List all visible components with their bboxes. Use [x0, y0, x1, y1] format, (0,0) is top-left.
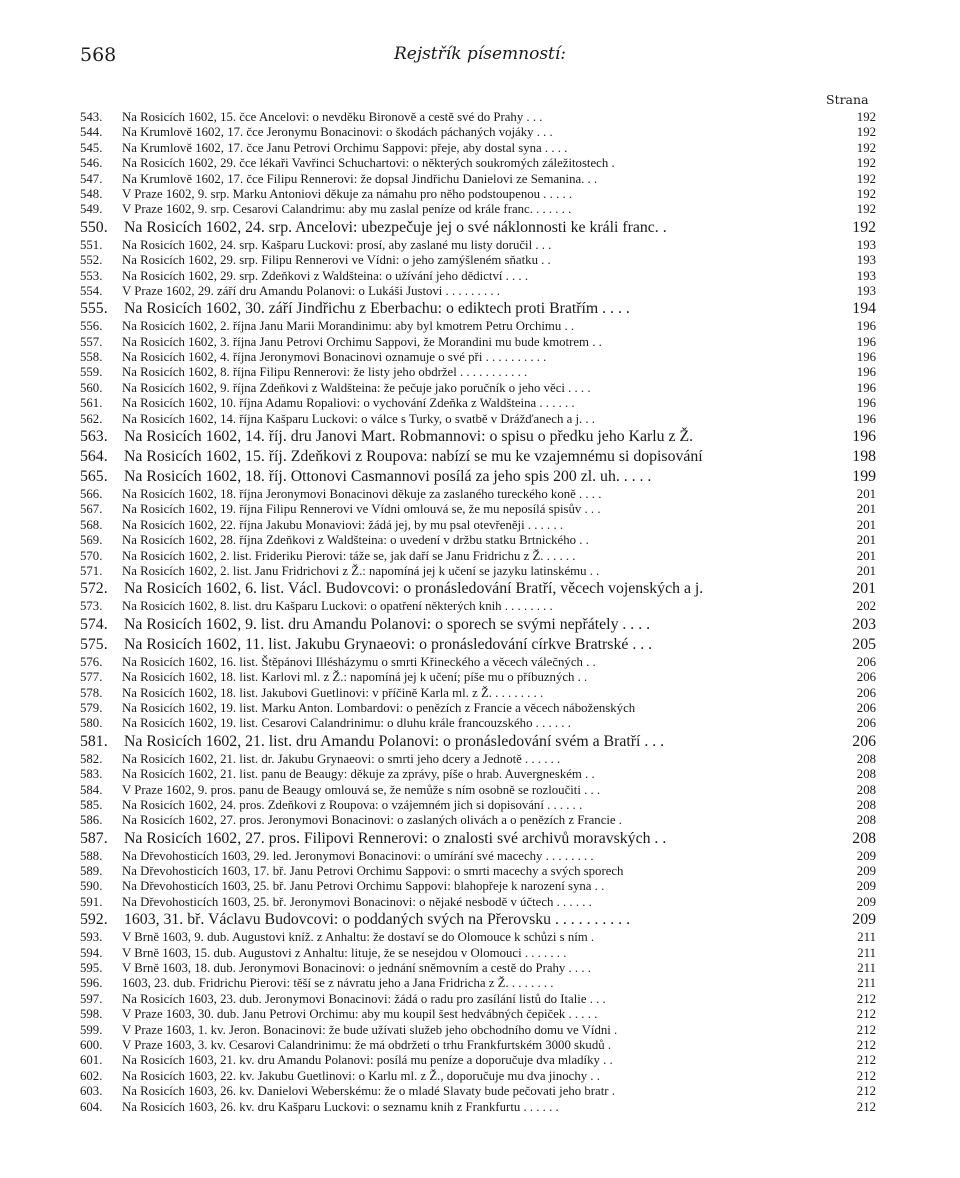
entry-text: Na Dřevohosticích 1603, 25. bř. Janu Petrovi Orchimu Sappovi: blahopřeje k narození syna . . [122, 879, 605, 894]
entry-text: Na Rosicích 1602, 24. srp. Kašparu Luckovi: prosí, aby zaslané mu listy doručil . . . [122, 237, 552, 252]
entry-number: 546. [80, 156, 103, 171]
register-entry [80, 549, 876, 564]
page-number: 568 [80, 44, 117, 66]
register-entry [80, 218, 876, 238]
register-entry [80, 670, 876, 685]
entry-text: Na Krumlově 1602, 17. čce Filipu Rennerovi: že dopsal Jindřichu Danielovi ze Semanina. . . [122, 171, 598, 186]
register-entry [80, 599, 876, 614]
entry-number: 565. [80, 468, 108, 486]
entry-text: Na Rosicích 1602, 29. srp. Filipu Rennerovi ve Vídni: o jeho zamýšleném sňatku . . [122, 253, 551, 268]
entry-page: 192 [856, 140, 876, 155]
entry-text: Na Krumlově 1602, 17. čce Jeronymu Bonacinovi: o škodách páchaných vojáky . . . [122, 125, 553, 140]
register-entry [80, 381, 876, 396]
register-entry [80, 635, 876, 655]
register-entry [80, 467, 876, 487]
entry-page: 193 [856, 253, 876, 268]
entry-number: 586. [80, 813, 103, 828]
entry-text: Na Rosicích 1603, 26. kv. dru Kašparu Luckovi: o seznamu knih z Frankfurtu . . . . . . [122, 1099, 559, 1114]
entry-text: Na Rosicích 1602, 21. list. dr. Jakubu Grynaeovi: o smrti jeho dcery a Jednotě . . . . . . [122, 751, 561, 766]
register-entry [80, 1053, 876, 1068]
register-entry [80, 752, 876, 767]
register-entry [80, 238, 876, 253]
entry-page: 212 [856, 1007, 876, 1022]
entry-number: 551. [80, 237, 103, 252]
entry-page: 208 [852, 829, 876, 847]
entry-number: 564. [80, 448, 108, 466]
entry-text: Na Rosicích 1602, 29. čce lékaři Vavřinci Schuchartovi: o některých soukromých záležitostech . [122, 156, 615, 171]
register-entry [80, 564, 876, 579]
register-entry [80, 895, 876, 910]
entry-number: 592. [80, 911, 108, 929]
entry-page: 201 [856, 533, 876, 548]
entry-number: 597. [80, 991, 103, 1006]
entry-page: 212 [856, 1037, 876, 1052]
entry-page: 203 [852, 615, 876, 633]
entry-text: V Brně 1603, 9. dub. Augustovi kníž. z Anhaltu: že dostaví se do Olomouce k schůzi s ním . [122, 930, 595, 945]
entry-page: 208 [856, 813, 876, 828]
entry-text: Na Rosicích 1602, 21. list. panu de Beaugy: děkuje za zprávy, píše o hrab. Auvergneském . . [122, 767, 595, 782]
entry-number: 573. [80, 599, 103, 614]
entry-number: 553. [80, 268, 103, 283]
entry-page: 211 [857, 976, 876, 991]
entry-page: 196 [856, 411, 876, 426]
entry-number: 599. [80, 1022, 103, 1037]
entry-page: 202 [856, 599, 876, 614]
entry-number: 568. [80, 517, 103, 532]
entry-number: 549. [80, 202, 103, 217]
entry-text: Na Rosicích 1602, 11. list. Jakubu Grynaeovi: o pronásledování církve Bratrské . . . [124, 635, 653, 653]
entry-page: 193 [856, 237, 876, 252]
entry-number: 604. [80, 1099, 103, 1114]
entry-page: 205 [852, 635, 876, 653]
entry-text: Na Rosicích 1602, 19. října Filipu Rennerovi ve Vídni omlouvá se, že mu neposílá spisův . . . [122, 502, 601, 517]
running-title: Rejstřík písemností: [393, 44, 567, 64]
register-entry [80, 946, 876, 961]
register-entry [80, 655, 876, 670]
entry-page: 201 [856, 502, 876, 517]
entry-number: 590. [80, 879, 103, 894]
entry-page: 192 [856, 125, 876, 140]
entry-number: 545. [80, 140, 103, 155]
register-entry [80, 579, 876, 599]
register-entry [80, 253, 876, 268]
entry-number: 596. [80, 976, 103, 991]
entry-number: 584. [80, 782, 103, 797]
entry-page: 212 [856, 1053, 876, 1068]
register-entry [80, 910, 876, 930]
entry-number: 569. [80, 533, 103, 548]
entry-page: 192 [856, 110, 876, 124]
entry-number: 585. [80, 797, 103, 812]
entry-page: 212 [856, 1022, 876, 1037]
entry-text: Na Rosicích 1602, 9. října Zdeňkovi z Waldšteina: že pečuje jako poručník o jeho věci . . . . [122, 380, 591, 395]
entry-text: Na Rosicích 1602, 27. pros. Jeronymovi Bonacinovi: o zaslaných olivách a o penězích z Francie . [122, 813, 623, 828]
register-entry [80, 202, 876, 217]
register-entry [80, 125, 876, 140]
entry-text: Na Dřevohosticích 1603, 25. bř. Jeronymovi Bonacinovi: o nějaké nesbodě v účtech . . . . . . [122, 894, 592, 909]
register-entry [80, 992, 876, 1007]
entry-number: 566. [80, 487, 103, 502]
entry-page: 196 [856, 350, 876, 365]
entry-text: 1603, 23. dub. Fridrichu Pierovi: těší se z návratu jeho a Jana Fridricha z Ž. . . . . . . . [122, 976, 554, 991]
register-entry [80, 879, 876, 894]
register-entry [80, 110, 876, 125]
entry-page: 211 [857, 930, 876, 945]
register-entry [80, 1069, 876, 1084]
entry-page: 211 [857, 961, 876, 976]
entry-number: 544. [80, 125, 103, 140]
entry-page: 206 [856, 700, 876, 715]
entry-page: 208 [856, 751, 876, 766]
entry-text: V Praze 1602, 9. srp. Cesarovi Calandrimu: aby mu zaslal peníze od krále franc. . . . . . . [122, 202, 572, 217]
entry-text: Na Dřevohosticích 1603, 17. bř. Janu Petrovi Orchimu Sappovi: o smrti macechy a svých sporech [122, 864, 624, 879]
entry-text: Na Rosicích 1602, 18. října Jeronymovi Bonacinovi děkuje za zaslaného tureckého koně . . . . [122, 487, 602, 502]
register-entry [80, 976, 876, 991]
entry-number: 598. [80, 1007, 103, 1022]
entry-text: Na Rosicích 1602, 19. list. Cesarovi Calandrinimu: o dluhu krále francouzského . . . . . . [122, 716, 571, 731]
entry-number: 582. [80, 751, 103, 766]
entry-page: 192 [856, 202, 876, 217]
register-entry [80, 716, 876, 731]
entry-number: 589. [80, 864, 103, 879]
entry-text: Na Rosicích 1602, 16. list. Štěpánovi Illésházymu o smrti Křineckého a věcech válečných . . [122, 654, 596, 669]
entry-text: Na Rosicích 1602, 14. říj. dru Janovi Mart. Robmannovi: o spisu o předku jeho Karlu z Ž. [124, 428, 694, 446]
entry-page: 209 [852, 911, 876, 929]
register-entry [80, 1100, 876, 1115]
entry-text: Na Rosicích 1602, 4. října Jeronymovi Bonacinovi oznamuje o své při . . . . . . . . . . [122, 350, 547, 365]
entry-text: V Praze 1603, 1. kv. Jeron. Bonacinovi: že bude užívati služeb jeho obchodního domu ve Vídni . [122, 1022, 618, 1037]
register-list [80, 110, 876, 1115]
entry-page: 198 [852, 448, 876, 466]
entry-page: 209 [856, 894, 876, 909]
entry-number: 583. [80, 767, 103, 782]
entry-text: Na Rosicích 1603, 23. dub. Jeronymovi Bonacinovi: žádá o radu pro zasílání listů do Italie . . . [122, 991, 606, 1006]
entry-page: 201 [856, 563, 876, 578]
entry-page: 192 [856, 171, 876, 186]
entry-text: Na Rosicích 1602, 24. srp. Ancelovi: ubezpečuje jej o své náklonnosti ke králi franc. . [124, 218, 667, 236]
entry-page: 212 [856, 1068, 876, 1083]
register-entry [80, 141, 876, 156]
register-entry [80, 732, 876, 752]
register-entry [80, 615, 876, 635]
entry-text: Na Rosicích 1602, 22. října Jakubu Monaviovi: žádá jej, by mu psal otevřeněji . . . . . . [122, 517, 564, 532]
entry-page: 201 [856, 548, 876, 563]
entry-number: 576. [80, 654, 103, 669]
entry-text: Na Rosicích 1602, 3. října Janu Petrovi Orchimu Sappovi, že Morandini mu bude kmotrem . . [122, 334, 602, 349]
entry-text: Na Rosicích 1603, 21. kv. dru Amandu Polanovi: posílá mu peníze a doporučuje dva mladíky . . [122, 1053, 613, 1068]
entry-number: 552. [80, 253, 103, 268]
entry-number: 601. [80, 1053, 103, 1068]
register-entry [80, 187, 876, 202]
entry-page: 192 [856, 186, 876, 201]
entry-text: Na Rosicích 1602, 2. list. Frideriku Pierovi: táže se, jak daří se Janu Fridrichu z Ž. . . . . . [122, 548, 576, 563]
entry-number: 602. [80, 1068, 103, 1083]
entry-number: 574. [80, 615, 108, 633]
entry-page: 196 [852, 428, 876, 446]
entry-text: V Praze 1603, 30. dub. Janu Petrovi Orchimu: aby mu koupil šest hedvábných čepiček . . . . . [122, 1007, 598, 1022]
entry-text: V Praze 1602, 29. září dru Amandu Polanovi: o Lukáši Justovi . . . . . . . . . [122, 283, 500, 298]
entry-page: 209 [856, 848, 876, 863]
entry-page: 194 [852, 300, 876, 318]
entry-page: 201 [856, 517, 876, 532]
register-entry [80, 849, 876, 864]
entry-text: Na Rosicích 1602, 9. list. dru Amandu Polanovi: o sporech se svými nepřátely . . . . [124, 615, 651, 633]
entry-number: 595. [80, 961, 103, 976]
entry-page: 208 [856, 797, 876, 812]
entry-text: Na Rosicích 1602, 29. srp. Zdeňkovi z Waldšteina: o užívání jeho dědictví . . . . [122, 268, 529, 283]
entry-text: Na Rosicích 1602, 2. list. Janu Fridrichovi z Ž.: napomíná jej k učení se jazyku latinskému . . [122, 563, 600, 578]
entry-number: 555. [80, 300, 108, 318]
entry-number: 572. [80, 580, 108, 598]
entry-number: 563. [80, 428, 108, 446]
entry-text: Na Rosicích 1602, 15. říj. Zdeňkovi z Roupova: nabízí se mu ke vzajemnému si dopisování [124, 448, 703, 466]
entry-number: 571. [80, 563, 103, 578]
entry-number: 557. [80, 334, 103, 349]
entry-text: Na Rosicích 1602, 18. list. Karlovi ml. z Ž.: napomíná jej k učení; píše mu o příbuzných . . [122, 670, 588, 685]
entry-text: Na Rosicích 1602, 2. října Janu Marii Morandinimu: aby byl kmotrem Petru Orchimu . . [122, 319, 575, 334]
entry-number: 588. [80, 848, 103, 863]
register-entry [80, 1084, 876, 1099]
register-entry [80, 961, 876, 976]
entry-page: 209 [856, 864, 876, 879]
entry-page: 193 [856, 268, 876, 283]
entry-text: Na Krumlově 1602, 17. čce Janu Petrovi Orchimu Sappovi: přeje, aby dostal syna . . . . [122, 140, 568, 155]
entry-text: Na Rosicích 1602, 8. list. dru Kašparu Luckovi: o opatření některých knih . . . . . . . . [122, 599, 553, 614]
entry-number: 603. [80, 1084, 103, 1099]
entry-page: 208 [856, 782, 876, 797]
entry-number: 556. [80, 319, 103, 334]
entry-number: 580. [80, 716, 103, 731]
entry-number: 548. [80, 186, 103, 201]
entry-page: 206 [856, 670, 876, 685]
entry-number: 570. [80, 548, 103, 563]
entry-page: 196 [856, 380, 876, 395]
entry-text: V Brně 1603, 18. dub. Jeronymovi Bonacinovi: o jednání sněmovním a cestě do Prahy . . . . [122, 961, 591, 976]
entry-number: 575. [80, 635, 108, 653]
register-entry [80, 502, 876, 517]
register-entry [80, 701, 876, 716]
entry-number: 543. [80, 110, 103, 124]
register-entry [80, 518, 876, 533]
entry-text: Na Dřevohosticích 1603, 29. led. Jeronymovi Bonacinovi: o umírání své macechy . . . . . . . . [122, 848, 594, 863]
entry-text: Na Rosicích 1602, 30. září Jindřichu z Eberbachu: o ediktech proti Bratřím . . . . [124, 300, 630, 318]
entry-text: Na Rosicích 1602, 6. list. Václ. Budovcovi: o pronásledování Bratří, věcech vojenských a j. [124, 580, 704, 598]
entry-text: Na Rosicích 1603, 22. kv. Jakubu Guetlinovi: o Karlu ml. z Ž., doporučuje mu dva jinochy . . [122, 1068, 600, 1083]
entry-text: Na Rosicích 1603, 26. kv. Danielovi Weberskému: že o mladé Slavaty bude pečovati jeho bratr . [122, 1084, 615, 1099]
entry-page: 209 [856, 879, 876, 894]
register-entry [80, 783, 876, 798]
register-entry [80, 172, 876, 187]
entry-page: 212 [856, 1084, 876, 1099]
entry-text: Na Rosicích 1602, 18. říj. Ottonovi Casmannovi posílá za jeho spis 200 zl. uh. . . . . [124, 468, 652, 486]
entry-page: 192 [856, 156, 876, 171]
entry-number: 581. [80, 732, 108, 750]
entry-text: V Praze 1602, 9. srp. Marku Antoniovi děkuje za námahu pro něho podstoupenou . . . . . [122, 186, 573, 201]
register-entry [80, 1023, 876, 1038]
register-entry [80, 284, 876, 299]
page-column-label: Strana [826, 92, 869, 107]
entry-text: Na Rosicích 1602, 15. čce Ancelovi: o nevděku Bironově a cestě své do Prahy . . . [122, 110, 543, 124]
entry-page: 211 [857, 945, 876, 960]
register-entry [80, 412, 876, 427]
entry-number: 577. [80, 670, 103, 685]
entry-number: 559. [80, 365, 103, 380]
entry-number: 593. [80, 930, 103, 945]
entry-text: V Praze 1603, 3. kv. Cesarovi Calandrinimu: že má obdržeti o trhu Frankfurtském 3000 skudů . [122, 1037, 612, 1052]
register-entry [80, 269, 876, 284]
entry-text: Na Rosicích 1602, 10. října Adamu Ropaliovi: o vychování Zdeňka z Waldšteina . . . . . . [122, 396, 575, 411]
entry-page: 206 [856, 685, 876, 700]
entry-number: 591. [80, 894, 103, 909]
entry-text: Na Rosicích 1602, 19. list. Marku Anton. Lombardovi: o penězích z Francie a věcech náboženských [122, 700, 636, 715]
entry-number: 547. [80, 171, 103, 186]
entry-page: 201 [852, 580, 876, 598]
entry-text: Na Rosicích 1602, 14. října Kašparu Luckovi: o válce s Turky, o svatbě v Drážďanech a j. . . [122, 411, 595, 426]
entry-page: 196 [856, 319, 876, 334]
register-entry [80, 299, 876, 319]
entry-number: 550. [80, 218, 108, 236]
entry-number: 600. [80, 1037, 103, 1052]
register-entry [80, 798, 876, 813]
register-entry [80, 396, 876, 411]
entry-page: 212 [856, 991, 876, 1006]
entry-number: 554. [80, 283, 103, 298]
register-entry [80, 767, 876, 782]
entry-number: 562. [80, 411, 103, 426]
register-entry [80, 335, 876, 350]
entry-page: 201 [856, 487, 876, 502]
register-entry [80, 365, 876, 380]
entry-page: 206 [856, 716, 876, 731]
register-entry [80, 829, 876, 849]
entry-number: 587. [80, 829, 108, 847]
entry-page: 208 [856, 767, 876, 782]
register-entry [80, 813, 876, 828]
register-entry [80, 427, 876, 447]
register-entry [80, 930, 876, 945]
entry-page: 192 [852, 218, 876, 236]
entry-number: 560. [80, 380, 103, 395]
register-entry [80, 1038, 876, 1053]
entry-page: 196 [856, 396, 876, 411]
entry-number: 594. [80, 945, 103, 960]
entry-number: 561. [80, 396, 103, 411]
entry-text: 1603, 31. bř. Václavu Budovcovi: o poddaných svých na Přerovsku . . . . . . . . . . [124, 911, 631, 929]
register-entry [80, 864, 876, 879]
entry-page: 206 [856, 654, 876, 669]
register-entry [80, 350, 876, 365]
entry-page: 196 [856, 334, 876, 349]
entry-page: 212 [856, 1099, 876, 1114]
entry-number: 558. [80, 350, 103, 365]
register-entry [80, 533, 876, 548]
entry-page: 206 [852, 732, 876, 750]
entry-text: V Praze 1602, 9. pros. panu de Beaugy omlouvá se, že nemůže s ním osobně se rozloučiti . . . [122, 782, 601, 797]
entry-text: Na Rosicích 1602, 24. pros. Zdeňkovi z Roupova: o vzájemném jich si dopisování . . . . . . [122, 797, 583, 812]
register-entry [80, 686, 876, 701]
entry-page: 199 [852, 468, 876, 486]
register-entry [80, 487, 876, 502]
entry-number: 567. [80, 502, 103, 517]
entry-page: 193 [856, 283, 876, 298]
entry-text: Na Rosicích 1602, 21. list. dru Amandu Polanovi: o pronásledování svém a Bratří . . . [124, 732, 665, 750]
entry-text: Na Rosicích 1602, 27. pros. Filipovi Rennerovi: o znalosti své archivů moravských . . [124, 829, 667, 847]
register-entry [80, 1007, 876, 1022]
register-entry [80, 319, 876, 334]
entry-text: V Brně 1603, 15. dub. Augustovi z Anhaltu: lituje, že se nesejdou v Olomouci . . . . . . . [122, 945, 567, 960]
entry-number: 579. [80, 700, 103, 715]
entry-number: 578. [80, 685, 103, 700]
entry-text: Na Rosicích 1602, 28. října Zdeňkovi z Waldšteina: o uvedení v držbu statku Brtnického . . [122, 533, 589, 548]
entry-text: Na Rosicích 1602, 8. října Filipu Rennerovi: že listy jeho obdržel . . . . . . . . . . . [122, 365, 528, 380]
register-entry [80, 447, 876, 467]
entry-page: 196 [856, 365, 876, 380]
entry-text: Na Rosicích 1602, 18. list. Jakubovi Guetlinovi: v příčině Karla ml. z Ž. . . . . . . . . [122, 685, 544, 700]
register-entry [80, 156, 876, 171]
